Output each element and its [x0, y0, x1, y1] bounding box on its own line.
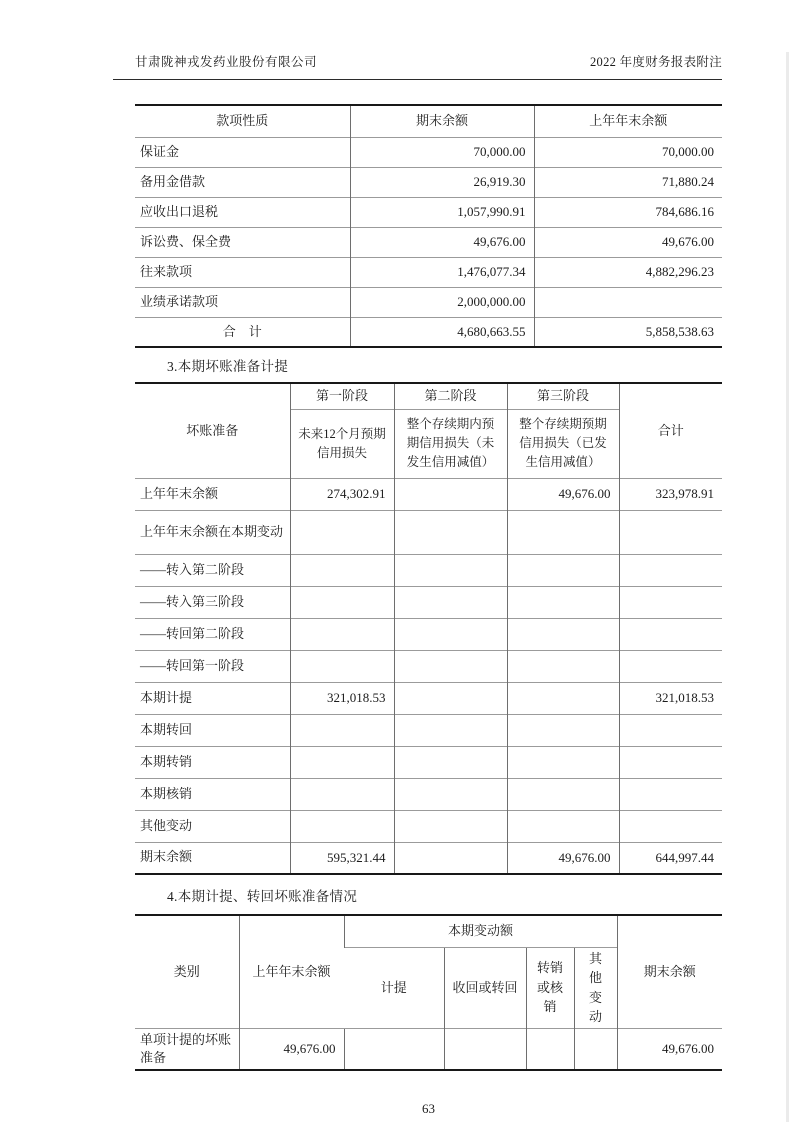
stage2-value — [394, 842, 507, 874]
prior-year-value — [534, 287, 722, 317]
table-row — [135, 778, 722, 810]
prior-year-value: 784,686.16 — [534, 197, 722, 227]
row-label: ——转入第二阶段 — [135, 554, 290, 586]
stage3-value — [507, 810, 619, 842]
stage3-value — [507, 778, 619, 810]
table-row — [135, 1028, 722, 1070]
bad-debt-movement-table — [135, 914, 722, 1071]
prior-year-value: 70,000.00 — [534, 137, 722, 167]
table-row — [135, 714, 722, 746]
stage3-value: 49,676.00 — [507, 842, 619, 874]
stage2-value — [394, 714, 507, 746]
column-header-ending-balance: 期末余额 — [350, 105, 534, 137]
total-value: 321,018.53 — [619, 682, 722, 714]
ending-balance-value: 1,476,077.34 — [350, 257, 534, 287]
total-value — [619, 810, 722, 842]
stage1-value: 595,321.44 — [290, 842, 394, 874]
prior-year-value: 71,880.24 — [534, 167, 722, 197]
ending-balance-value: 49,676.00 — [350, 227, 534, 257]
stage3-header: 第三阶段 — [507, 383, 619, 409]
column-header-nature: 款项性质 — [216, 113, 269, 129]
total-value — [619, 778, 722, 810]
row-label: ——转入第三阶段 — [135, 586, 290, 618]
row-label: 本期转销 — [135, 746, 290, 778]
stage3-description: 整个存续期预期信用损失（已发生信用减值） — [507, 409, 619, 478]
stage2-value — [394, 650, 507, 682]
table-row — [135, 167, 722, 197]
other-change-value — [574, 1028, 617, 1070]
ending-balance-total: 4,680,663.55 — [350, 317, 534, 347]
table-row — [135, 842, 722, 874]
column-header-prior-year-balance: 上年年末余额 — [239, 915, 344, 1028]
stage2-value — [394, 778, 507, 810]
column-header-other-change: 其他变动 — [574, 947, 617, 1028]
prior-year-value: 49,676.00 — [534, 227, 722, 257]
row-label: 本期核销 — [135, 778, 290, 810]
column-header-category: 类别 — [173, 963, 200, 979]
document-title: 2022 年度财务报表附注 — [589, 55, 722, 69]
stage2-header: 第二阶段 — [394, 383, 507, 409]
stage3-value: 49,676.00 — [507, 478, 619, 510]
stage2-description: 整个存续期内预期信用损失（未发生信用减值） — [394, 409, 507, 478]
stage1-header: 第一阶段 — [290, 383, 394, 409]
row-label: 本期转回 — [135, 714, 290, 746]
row-label: 期末余额 — [135, 842, 290, 874]
stage2-value — [394, 510, 507, 554]
total-value — [619, 586, 722, 618]
stage1-value: 274,302.91 — [290, 478, 394, 510]
group-header-row — [135, 915, 722, 947]
stage1-value — [290, 650, 394, 682]
other-receivables-by-nature-table — [135, 104, 722, 348]
stage3-value — [507, 682, 619, 714]
stage2-value — [394, 586, 507, 618]
stage3-value — [507, 714, 619, 746]
stage1-value: 321,018.53 — [290, 682, 394, 714]
total-value: 323,978.91 — [619, 478, 722, 510]
ending-balance-value: 2,000,000.00 — [350, 287, 534, 317]
stage3-value — [507, 586, 619, 618]
total-value: 644,997.44 — [619, 842, 722, 874]
total-value — [619, 746, 722, 778]
stage1-value — [290, 714, 394, 746]
section-heading-provision-movement: 4.本期计提、转回坏账准备情况 — [167, 889, 358, 904]
page-number: 63 — [422, 1101, 435, 1116]
stage1-description: 未来12个月预期信用损失 — [290, 409, 394, 478]
column-group-current-period-change: 本期变动额 — [344, 915, 617, 947]
total-column-header: 合计 — [619, 383, 722, 478]
table-row — [135, 137, 722, 167]
table-row — [135, 746, 722, 778]
table-row — [135, 586, 722, 618]
table-row — [135, 650, 722, 682]
ending-balance-value: 1,057,990.91 — [350, 197, 534, 227]
stage2-value — [394, 746, 507, 778]
row-label: 单项计提的坏账准备 — [135, 1028, 239, 1070]
stage3-value — [507, 618, 619, 650]
ending-balance-value: 49,676.00 — [617, 1028, 722, 1070]
prior-year-value: 4,882,296.23 — [534, 257, 722, 287]
row-label: 上年年末余额在本期变动 — [135, 510, 290, 554]
stage2-value — [394, 682, 507, 714]
stage1-value — [290, 510, 394, 554]
table-row — [135, 554, 722, 586]
table-row — [135, 510, 722, 554]
scan-edge-shadow — [786, 52, 789, 1122]
accrual-value — [344, 1028, 444, 1070]
recover-value — [444, 1028, 526, 1070]
column-header-ending-balance: 期末余额 — [617, 915, 722, 1028]
prior-year-value: 49,676.00 — [239, 1028, 344, 1070]
table-row — [135, 810, 722, 842]
total-value — [619, 510, 722, 554]
row-label: 保证金 — [135, 137, 350, 167]
stage2-value — [394, 618, 507, 650]
total-value — [619, 618, 722, 650]
stage1-value — [290, 586, 394, 618]
table-row — [135, 197, 722, 227]
table-row — [135, 287, 722, 317]
row-label: 其他变动 — [135, 810, 290, 842]
stage1-value — [290, 778, 394, 810]
stage3-value — [507, 554, 619, 586]
stage1-value — [290, 746, 394, 778]
stage2-value — [394, 810, 507, 842]
company-name: 甘肃陇神戎发药业股份有限公司 — [135, 55, 318, 69]
page-header — [113, 52, 722, 80]
stage2-value — [394, 478, 507, 510]
stage3-value — [507, 510, 619, 554]
row-label: ——转回第二阶段 — [135, 618, 290, 650]
table-row — [135, 618, 722, 650]
table-row — [135, 682, 722, 714]
row-label: 业绩承诺款项 — [135, 287, 350, 317]
column-header-recover-or-reverse: 收回或转回 — [444, 947, 526, 1028]
total-value — [619, 650, 722, 682]
row-label: 本期计提 — [135, 682, 290, 714]
total-row-label: 合 计 — [135, 317, 350, 347]
row-label: 诉讼费、保全费 — [135, 227, 350, 257]
total-value — [619, 714, 722, 746]
stage2-value — [394, 554, 507, 586]
bad-debt-provision-stages-table — [135, 382, 722, 875]
total-value — [619, 554, 722, 586]
table-row — [135, 478, 722, 510]
stage3-value — [507, 746, 619, 778]
section-heading-bad-debt-provision: 3.本期坏账准备计提 — [167, 359, 289, 374]
row-label: 往来款项 — [135, 257, 350, 287]
writeoff-value — [526, 1028, 574, 1070]
total-row — [135, 317, 722, 347]
table-row — [135, 257, 722, 287]
row-label: 备用金借款 — [135, 167, 350, 197]
page-content — [135, 104, 722, 1117]
column-header-prior-year-balance: 上年年末余额 — [534, 105, 722, 137]
ending-balance-value: 70,000.00 — [350, 137, 534, 167]
row-label: ——转回第一阶段 — [135, 650, 290, 682]
stage-header-row — [135, 383, 722, 409]
row-label: 上年年末余额 — [135, 478, 290, 510]
stage1-value — [290, 554, 394, 586]
stage3-value — [507, 650, 619, 682]
column-header-accrual: 计提 — [344, 947, 444, 1028]
row-label: 应收出口退税 — [135, 197, 350, 227]
column-header-writeoff: 转销或核销 — [526, 947, 574, 1028]
corner-header-bad-debt-provision: 坏账准备 — [186, 422, 239, 438]
ending-balance-value: 26,919.30 — [350, 167, 534, 197]
table-header-row — [135, 105, 722, 137]
prior-year-total: 5,858,538.63 — [534, 317, 722, 347]
stage1-value — [290, 618, 394, 650]
table-row — [135, 227, 722, 257]
stage1-value — [290, 810, 394, 842]
